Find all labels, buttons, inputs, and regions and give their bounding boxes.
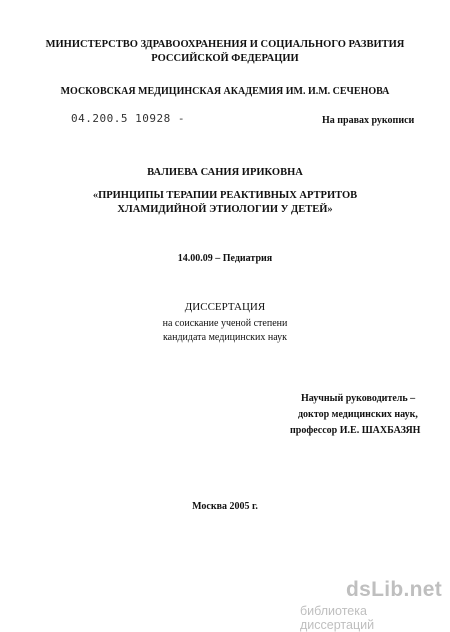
registration-stamp: 04.200.5 10928 - [71, 112, 185, 125]
author-name: ВАЛИЕВА САНИЯ ИРИКОВНА [147, 167, 303, 178]
rights-note: На правах рукописи [322, 115, 415, 126]
title-line-1: «ПРИНЦИПЫ ТЕРАПИИ РЕАКТИВНЫХ АРТРИТОВ [92, 190, 358, 201]
academy-name: МОСКОВСКАЯ МЕДИЦИНСКАЯ АКАДЕМИЯ ИМ. И.М. СЕЧЕНОВА [60, 86, 390, 97]
ministry-heading [0, 38, 450, 66]
title-line-2: ХЛАМИДИЙНОЙ ЭТИОЛОГИИ У ДЕТЕЙ» [117, 204, 333, 215]
dissertation-title [0, 189, 450, 217]
watermark-name: dsLib.net [345, 578, 442, 601]
ministry-line-2: РОССИЙСКОЙ ФЕДЕРАЦИИ [151, 53, 299, 64]
dissertation-heading: ДИССЕРТАЦИЯ [184, 301, 266, 313]
city-year: Москва 2005 г. [192, 501, 258, 512]
degree-line-2: кандидата медицинских наук [162, 332, 288, 343]
ministry-line-1: МИНИСТЕРСТВО ЗДРАВООХРАНЕНИЯ И СОЦИАЛЬНОГО РАЗВИТИЯ [45, 39, 405, 50]
specialty-code: 14.00.09 – Педиатрия [177, 253, 273, 264]
supervisor-name: профессор И.Е. ШАХБАЗЯН [290, 425, 421, 436]
watermark-subtitle: библиотека диссертаций [300, 604, 375, 632]
degree-line-1: на соискание ученой степени [162, 318, 288, 329]
supervisor-degree: доктор медицинских наук, [298, 409, 418, 420]
dslib-watermark-logo [300, 578, 448, 632]
supervisor-label: Научный руководитель – [301, 393, 416, 404]
